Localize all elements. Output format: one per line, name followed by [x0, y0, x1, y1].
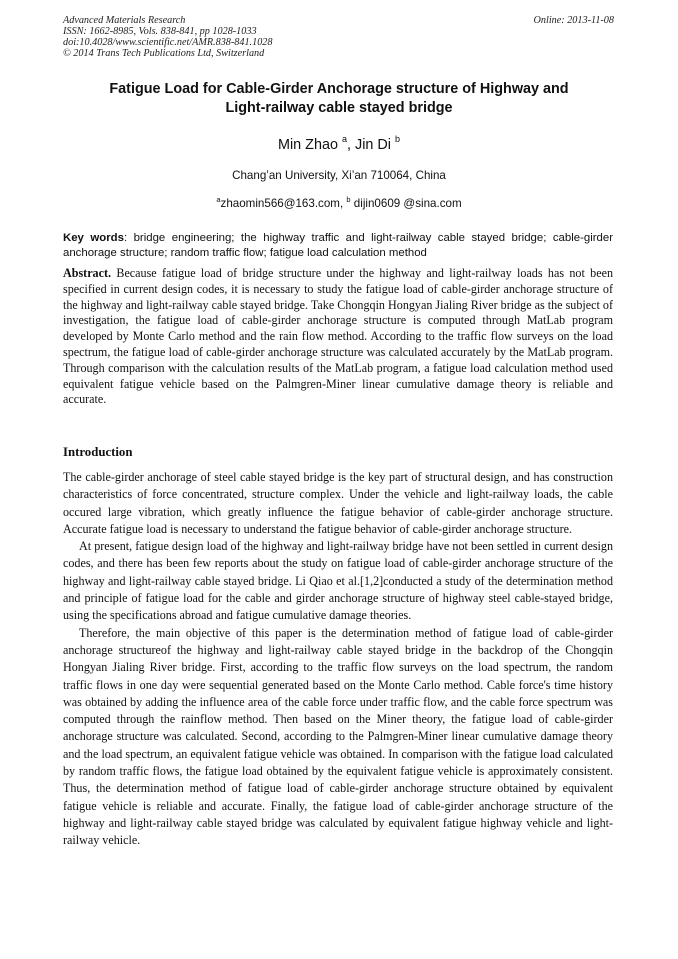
author-list [60, 131, 618, 154]
intro-paragraph-1: The cable-girder anchorage of steel cable stayed bridge is the key part of structural design, and has construction characteristics of force concentrated, structure complex. Under the vehicle and light-railway loads, the cable occured large vibration, which greatly influence the fatigue behavior of cable-girder anchorage structure. Accurate fatigue load is necessary to understand the fatigue behavior of cable-girder anchorage structure. [63, 470, 613, 536]
email-a-mark: a [216, 195, 221, 204]
abstract-text: Because fatigue load of bridge structure under the highway and light-railway loads has not been specified in current design codes, it is necessary to study the fatigue load of cable-girder anchorage structure of the highway and light-railway cable stayed bridge. Take Chongqin Hongyan Jialing River bridge as the subject of investigation, the fatigue load of cable-girder anchorage structure is computed through MatLab program developed by Monte Carlo method and the rain flow method. According to the traffic flow surveys on the load spectrum, the fatigue load of cable-girder anchorage structure was calculated accurately by the MatLab program. Through comparison with the calculation results of the MatLab program, a fatigue load calculation method used equivalent fatigue vehicle based on the Palmgren-Miner linear cumulative damage theory is reliable and accurate. [63, 266, 613, 407]
copyright-line: © 2014 Trans Tech Publications Ltd, Switzerland [63, 48, 265, 60]
intro-paragraph-3: Therefore, the main objective of this paper is the determination method of fatigue load of cable-girder anchorage structureof the highway and light-railway cable stayed bridge in the backdrop of the Chongqin Hongyan Jialing River bridge. First, according to the traffic flow surveys on the load spectrum, the random traffic flows in one day were sequential generated based on the Monte Carlo method. Cable force's time history was obtained by adding the influence area of the cable force under traffic flow, and the cable force spectrum was computed through the rainflow method. Then based on the Miner theory, the fatigue load of cable-girder anchorage structure was calculated. Second, according to the Palmgren-Miner linear cumulative damage theory and the load spectrum, an equivalent fatigue vehicle was obtained. In comparison with the fatigue load calculated by random traffic flows, the fatigue load obtained by the equivalent fatigue vehicle is approximately consistent. Thus, the determination method of fatigue load of cable-girder anchorage structure obtained by equivalent fatigue vehicle is reliable and accurate. Finally, the fatigue load of cable-girder anchorage structure of the highway and light-railway cable stayed bridge was calculated by equivalent fatigue highway vehicle and light-railway vehicle. [63, 625, 613, 848]
keywords-block [63, 231, 613, 261]
introduction-body [63, 469, 613, 850]
affiliation: Chang’an University, Xi’an 710064, China [232, 169, 446, 182]
keywords-text: : bridge engineering; the highway traffic and light-railway cable stayed bridge; cable-girder anchorage structure; random traffic flow; fatigue load calculation method [63, 232, 614, 259]
email-a[interactable]: zhaomin566@163.com, [220, 196, 347, 210]
abstract-label: Abstract. [63, 266, 112, 280]
title-line-1: Fatigue Load for Cable-Girder Anchorage structure of Highway and [109, 81, 569, 97]
online-date: Online: 2013-11-08 [533, 15, 614, 26]
author-2: Jin Di [355, 136, 391, 153]
author-1-affil-mark: a [341, 134, 347, 144]
author-1: Min Zhao [277, 136, 338, 153]
intro-paragraph-2: At present, fatigue design load of the highway and light-railway bridge have not been settled in current design codes, and there has been few reports about the study on fatigue load of cable-girder anchorage structure of the highway and light-railway cable stayed bridge. Li Qiao et al.[1,2]conducted a study of the determination method and principle of fatigue load for the cable and girder anchorage structure of highway steel cable-stayed bridge, using the specifications abroad and fatigue cumulative damage theories. [63, 539, 613, 623]
doi-line: doi:10.4028/www.scientific.net/AMR.838-841.1028 [63, 37, 273, 49]
issn-line: ISSN: 1662-8985, Vols. 838-841, pp 1028-1033 [63, 26, 257, 38]
author-separator: , [347, 136, 355, 153]
keywords-label: Key words [63, 232, 124, 244]
paper-title [60, 80, 618, 118]
author-emails [60, 192, 618, 211]
abstract-block [63, 266, 613, 408]
journal-name: Advanced Materials Research [63, 15, 186, 26]
title-line-2: Light-railway cable stayed bridge [225, 100, 453, 116]
email-b-mark: b [346, 195, 351, 204]
email-b[interactable]: dijin0609 @sina.com [350, 196, 462, 210]
section-heading-introduction: Introduction [63, 445, 133, 459]
author-2-affil-mark: b [394, 134, 400, 144]
journal-header [63, 15, 614, 59]
